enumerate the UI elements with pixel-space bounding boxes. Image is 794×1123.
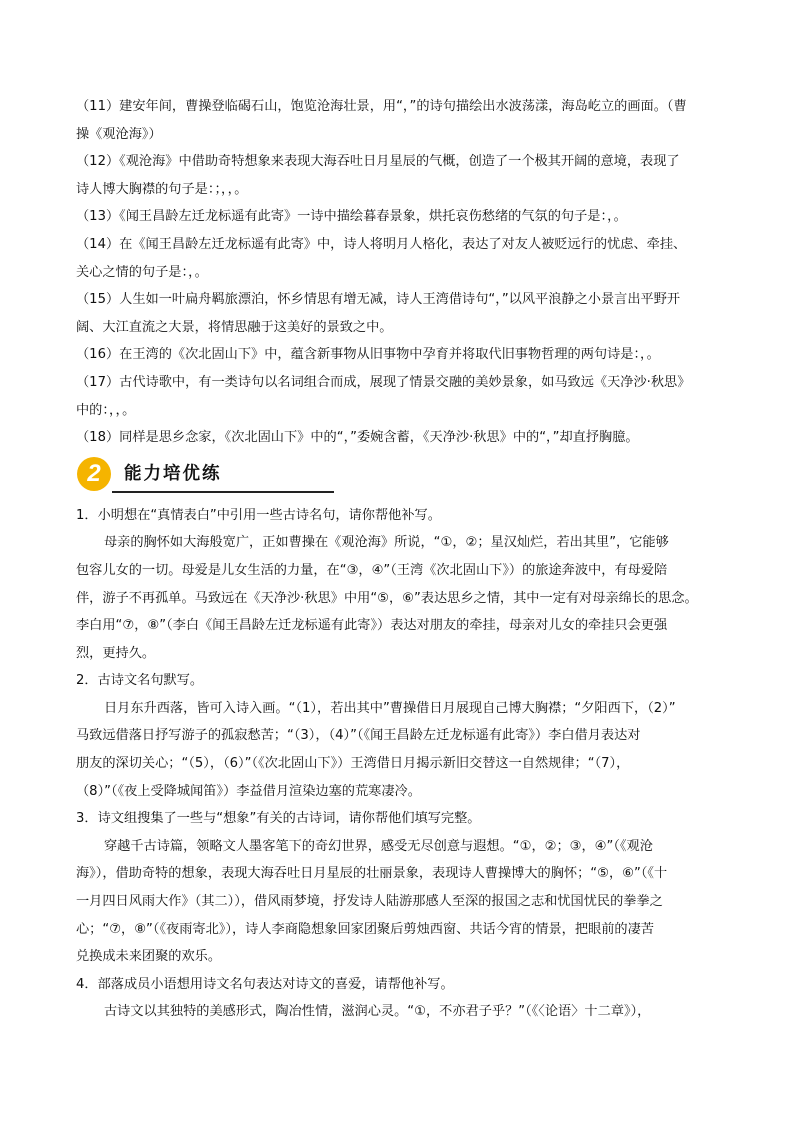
section-underline [112, 491, 334, 493]
text-line: 包容儿女的一切。母爱是儿女生活的力量，在“③，④”（王湾《次北固山下》）的旅途奔波中，有母爱陪 [76, 562, 668, 578]
question-title: 4．部落成员小语想用诗文名句表达对诗文的喜爱，请帮他补写。 [76, 976, 454, 992]
question-2 [76, 667, 724, 805]
text-line: （8）”（《夜上受降城闻笛》）李益借月渲染边塞的荒寒凄冷。 [76, 783, 421, 799]
question-3 [76, 805, 724, 971]
text-line: （16）在王湾的《次北固山下》中，蕴含新事物从旧事物中孕育并将取代旧事物哲理的两句诗是：，。 [76, 347, 660, 363]
text-line: 一月四日风雨大作》（其二）），借风雨梦境，抒发诗人陆游那感人至深的报国之志和忧国忧民的拳拳之 [76, 894, 663, 910]
text-line: 关心之情的句子是：，。 [76, 264, 208, 280]
question-title: 1．小明想在“真情表白”中引用一些古诗名句，请你帮他补写。 [76, 507, 441, 523]
text-line: 心；“⑦，⑧”（《夜雨寄北》），诗人李商隐想象回家团聚后剪烛西窗、共话今宵的情景，把眼前的凄苦 [76, 921, 654, 937]
question-title: 3．诗文组搜集了一些与“想象”有关的古诗词，请你帮他们填写完整。 [76, 811, 481, 827]
text-line: 朋友的深切关心；“（5），（6）”（《次北固山下》）王湾借日月揭示新旧交替这一自然规律；“（7）， [76, 756, 630, 772]
text-line: 烈，更持久。 [76, 645, 156, 661]
text-line: 日月东升西落，皆可入诗入画。“（1），若出其中”曹操借日月展现自己博大胸襟；“夕阳西下，（2）” [104, 700, 676, 716]
text-line: 穿越千古诗篇，领略文人墨客笔下的奇幻世界，感受无尽创意与遐想。“①，②；③，④”（《观沧 [104, 838, 653, 854]
text-line: 古诗文以其独特的美感形式，陶冶性情，滋润心灵。“①，不亦君子乎？”（《〈论语〉十二章》）， [104, 1004, 651, 1020]
question-4 [76, 971, 724, 1026]
question-1 [76, 502, 724, 668]
text-line: （14）在《闻王昌龄左迁龙标遥有此寄》中，诗人将明月人格化，表达了对友人被贬远行的忧虑、牵挂、 [76, 236, 687, 252]
text-line: （13）《闻王昌龄左迁龙标遥有此寄》一诗中描绘暮春景象，烘托哀伤愁绪的气氛的句子是：，。 [76, 209, 627, 225]
text-line: 伴，游子不再孤单。马致远在《天净沙·秋思》中用“⑤，⑥”表达思乡之情，其中一定有对母亲绵长的思念。 [76, 590, 698, 606]
text-line: （12）《观沧海》中借助奇特想象来表现大海吞吐日月星辰的气概，创造了一个极其开阔的意境，表现了 [76, 154, 680, 170]
document-body [76, 93, 724, 1026]
text-line: （18）同样是思乡念家，《次北固山下》中的“，”委婉含蓄，《天净沙·秋思》中的“，”却直抒胸臆。 [76, 430, 639, 446]
text-line: （15）人生如一叶扁舟羁旅漂泊，怀乡情思有增无减，诗人王湾借诗句“，”以风平浪静之小景言出平野开 [76, 292, 681, 308]
question-title: 2．古诗文名句默写。 [76, 673, 204, 689]
text-line: （17）古代诗歌中，有一类诗句以名词组合而成，展现了情景交融的美妙景象，如马致远《天净沙·秋思》 [76, 374, 691, 390]
text-line: 诗人博大胸襟的句子是：；，，。 [76, 181, 248, 197]
text-line: 李白用“⑦，⑧”（李白《闻王昌龄左迁龙标遥有此寄》）表达对朋友的牵挂，母亲对儿女的牵挂只会更强 [76, 618, 668, 634]
fill-in-questions-11-18 [76, 93, 724, 452]
text-line: 海》），借助奇特的想象，表现大海吞吐日月星辰的壮丽景象，表现诗人曹操博大的胸怀；“⑤，⑥”（《十 [76, 866, 668, 882]
text-line: 阔、大江直流之大景，将情思融于这美好的景致之中。 [76, 319, 393, 335]
text-line: 操《观沧海》） [76, 126, 162, 142]
text-line: 母亲的胸怀如大海般宽广，正如曹操在《观沧海》所说，“①，②；星汉灿烂，若出其里”，它能够 [104, 535, 669, 551]
text-line: 中的：，，。 [76, 402, 136, 418]
text-line: 兑换成未来团聚的欢乐。 [76, 949, 222, 965]
text-line: （11）建安年间，曹操登临碣石山，饱览沧海壮景，用“，”的诗句描绘出水波荡漾，海岛屹立的画面。（曹 [76, 99, 687, 114]
section-number-badge: 2 [77, 457, 111, 491]
section-title: 能力培优练 [124, 463, 222, 484]
section-header [76, 454, 724, 494]
text-line: 马致远借落日抒写游子的孤寂愁苦；“（3），（4）”（《闻王昌龄左迁龙标遥有此寄》）李白借月表达对 [76, 728, 641, 744]
